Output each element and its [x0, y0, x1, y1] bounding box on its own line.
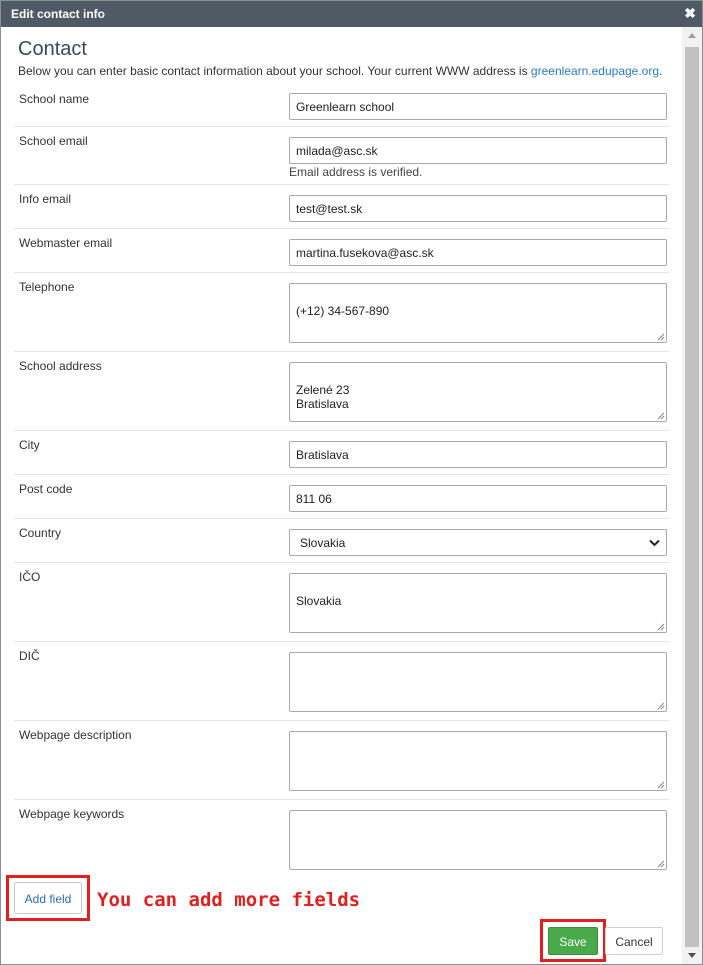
add-field-highlight-frame: [6, 875, 90, 921]
close-icon[interactable]: ✖: [684, 5, 696, 21]
telephone-textarea[interactable]: [289, 283, 667, 343]
row-school-email: [14, 127, 669, 185]
city-label: City: [19, 438, 40, 452]
ico-value: Slovakia: [296, 594, 342, 608]
cancel-button[interactable]: Cancel: [605, 927, 663, 955]
row-telephone: [14, 273, 669, 352]
school-address-textarea[interactable]: [289, 362, 667, 422]
ico-label: IČO: [19, 570, 41, 584]
scroll-down-arrow-icon[interactable]: [688, 953, 696, 958]
chevron-down-icon: [649, 539, 660, 547]
webpage-keywords-textarea[interactable]: [289, 810, 667, 870]
row-city: [14, 431, 669, 475]
post-code-label: Post code: [19, 482, 73, 496]
dic-label: DIČ: [19, 649, 40, 663]
country-label: Country: [19, 526, 62, 540]
www-address-link[interactable]: greenlearn.edupage.org: [530, 64, 660, 78]
row-webmaster-email: [14, 229, 669, 273]
vertical-scrollbar[interactable]: [682, 27, 702, 964]
row-webpage-description: [14, 721, 669, 800]
scrollbar-thumb[interactable]: [685, 47, 699, 947]
save-button[interactable]: Save: [548, 927, 598, 955]
row-country: [14, 519, 669, 563]
resize-grip-icon[interactable]: [656, 701, 665, 710]
ico-textarea[interactable]: [289, 573, 667, 633]
row-webpage-keywords: [14, 800, 669, 878]
section-intro: [18, 64, 662, 78]
row-ico: [14, 563, 669, 642]
resize-grip-icon[interactable]: [656, 411, 665, 420]
row-dic: [14, 642, 669, 721]
post-code-input[interactable]: 811 06: [289, 485, 667, 512]
dialog-title: Edit contact info: [11, 7, 105, 21]
webmaster-email-input[interactable]: martina.fusekova@asc.sk: [289, 239, 667, 266]
row-school-name: [14, 85, 669, 127]
intro-text: Below you can enter basic contact information about your school. Your current WWW address is: [18, 64, 531, 78]
webpage-keywords-label: Webpage keywords: [19, 807, 125, 821]
dialog-content: [1, 27, 682, 964]
telephone-value: (+12) 34-567-890: [296, 304, 390, 318]
info-email-label: Info email: [19, 192, 72, 206]
add-fields-annotation: You can add more fields: [97, 889, 361, 911]
resize-grip-icon[interactable]: [656, 332, 665, 341]
row-post-code: [14, 475, 669, 519]
add-field-button[interactable]: Add field: [14, 882, 82, 914]
school-name-label: School name: [19, 92, 90, 106]
intro-end: .: [659, 64, 663, 78]
school-name-input[interactable]: Greenlearn school: [289, 93, 667, 120]
scroll-up-arrow-icon[interactable]: [688, 33, 696, 38]
dic-textarea[interactable]: [289, 652, 667, 712]
country-selected-value: Slovakia: [300, 536, 346, 550]
dialog-titlebar: [1, 1, 702, 27]
webpage-description-textarea[interactable]: [289, 731, 667, 791]
save-highlight-frame: [540, 919, 606, 962]
section-heading: Contact: [18, 38, 87, 60]
country-select[interactable]: [289, 529, 667, 556]
resize-grip-icon[interactable]: [656, 859, 665, 868]
row-school-address: [14, 352, 669, 431]
school-address-value: Zelené 23 Bratislava: [296, 383, 350, 411]
row-info-email: [14, 185, 669, 229]
school-address-label: School address: [19, 359, 102, 373]
resize-grip-icon[interactable]: [656, 622, 665, 631]
resize-grip-icon[interactable]: [656, 780, 665, 789]
city-input[interactable]: Bratislava: [289, 441, 667, 468]
school-email-label: School email: [19, 134, 88, 148]
telephone-label: Telephone: [19, 280, 75, 294]
webmaster-email-label: Webmaster email: [19, 236, 113, 250]
email-verified-note: Email address is verified.: [289, 165, 423, 179]
school-email-input[interactable]: milada@asc.sk: [289, 137, 667, 164]
webpage-description-label: Webpage description: [19, 728, 132, 742]
info-email-input[interactable]: test@test.sk: [289, 195, 667, 222]
